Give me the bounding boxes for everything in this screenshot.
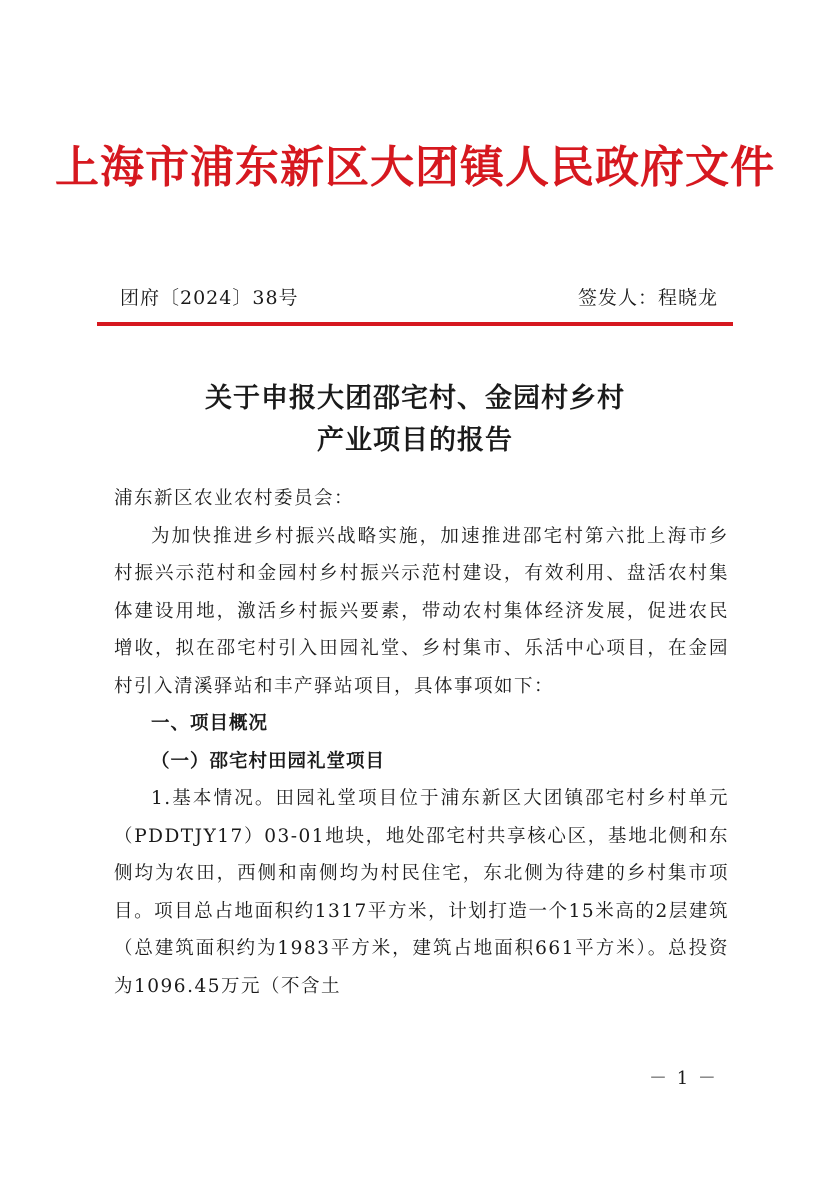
intro-paragraph: 为加快推进乡村振兴战略实施，加速推进邵宅村第六批上海市乡村振兴示范村和金园村乡村振兴示范村建设，有效利用、盘活农村集体建设用地，激活乡村振兴要素，带动农村集体经济发展，促进农民增收，拟在邵宅村引入田园礼堂、乡村集市、乐活中心项目，在金园村引入清溪驿站和丰产驿站项目，具体事项如下： xyxy=(114,525,729,697)
document-body xyxy=(114,480,729,1005)
document-title xyxy=(0,378,830,462)
red-divider-line xyxy=(97,322,733,326)
signer: 签发人：程晓龙 xyxy=(577,287,718,309)
title-line-1: 关于申报大团邵宅村、金园村乡村 xyxy=(205,383,625,414)
item-paragraph: 1.基本情况。田园礼堂项目位于浦东新区大团镇邵宅村乡村单元（PDDTJY17）03-01地块，地处邵宅村共享核心区，基地北侧和东侧均为农田，西侧和南侧均为村民住宅，东北侧为待建的乡村集市项目。项目总占地面积约1317平方米，计划打造一个15米高的2层建筑（总建筑面积约为1983平方米，建筑占地面积661平方米）。总投资为1096.45万元（不含土 xyxy=(114,788,729,997)
document-masthead: 上海市浦东新区大团镇人民政府文件 xyxy=(55,142,775,193)
document-number: 团府〔2024〕38号 xyxy=(120,287,299,309)
subsection-heading: （一）邵宅村田园礼堂项目 xyxy=(151,750,386,772)
page-number: － 1 － xyxy=(649,1068,718,1089)
title-line-2: 产业项目的报告 xyxy=(317,425,513,456)
recipient: 浦东新区农业农村委员会： xyxy=(114,488,355,509)
section-heading: 一、项目概况 xyxy=(151,713,269,734)
